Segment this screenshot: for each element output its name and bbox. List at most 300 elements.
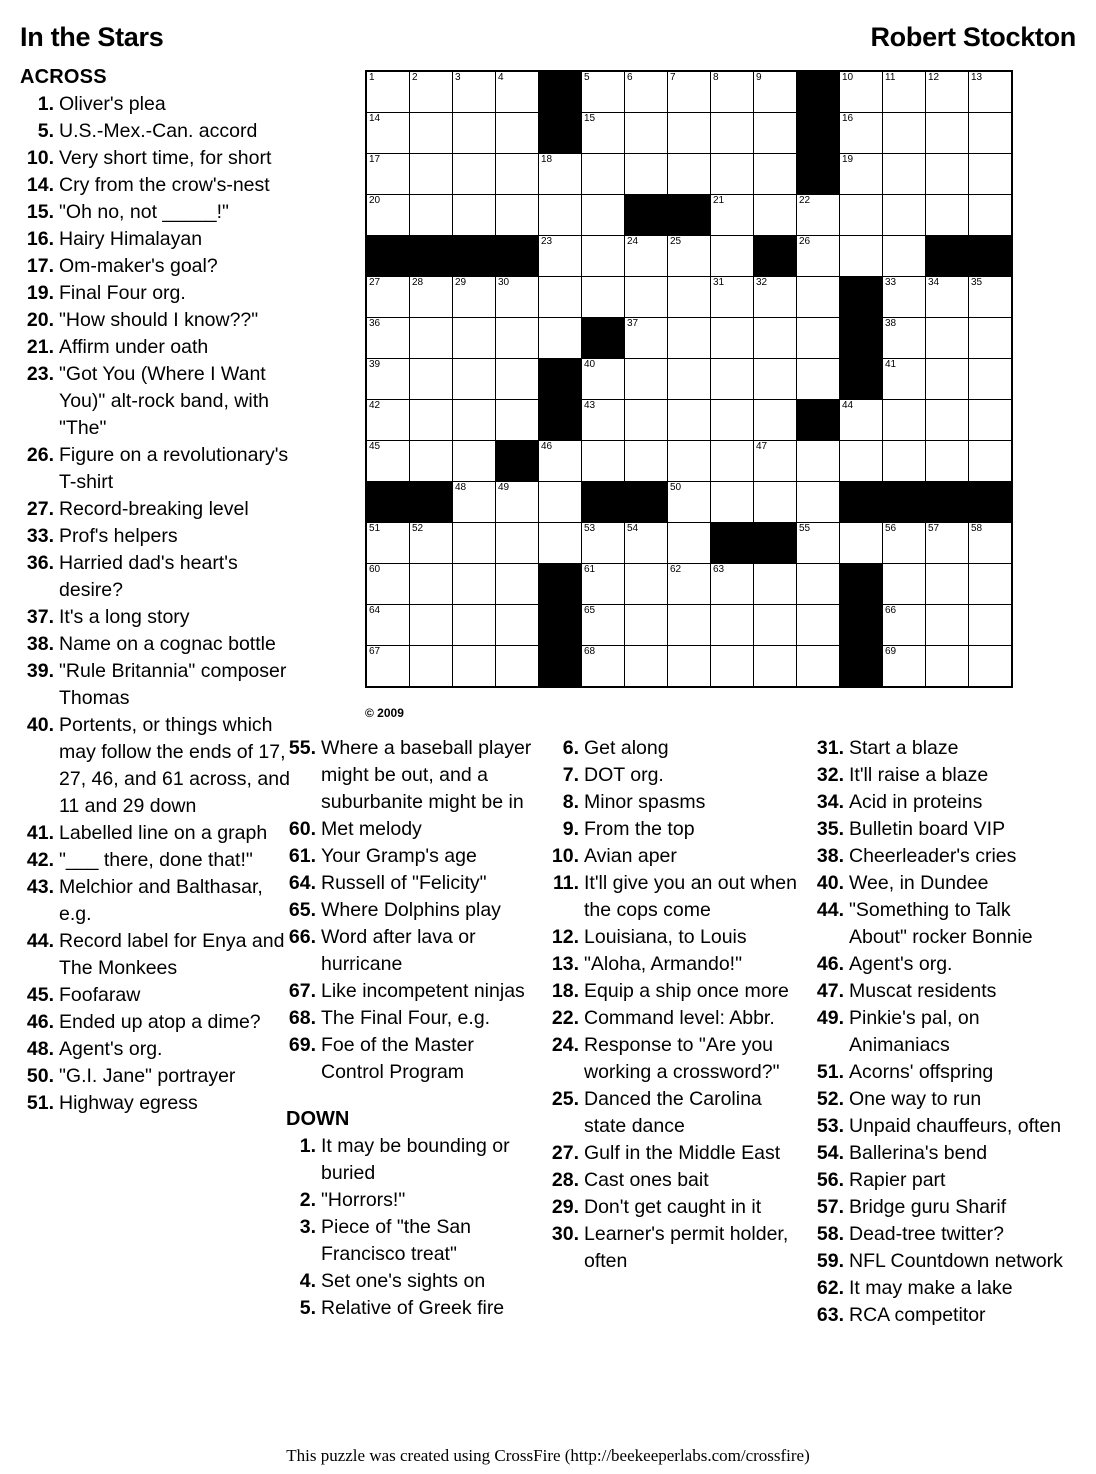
clue-number: 44. xyxy=(816,899,844,921)
grid-cell-number: 29 xyxy=(455,277,467,288)
clue-text: Relative of Greek fire xyxy=(321,1297,505,1319)
clue-text: Very short time, for short xyxy=(59,147,272,169)
grid-cell[interactable] xyxy=(969,605,1013,646)
grid-cell[interactable] xyxy=(969,277,1013,318)
grid-cell[interactable] xyxy=(410,318,453,359)
grid-cell[interactable] xyxy=(711,318,754,359)
grid-cell[interactable] xyxy=(668,154,711,195)
grid-cell[interactable] xyxy=(969,523,1013,564)
grid-cell[interactable] xyxy=(453,359,496,400)
clue-item xyxy=(549,816,802,843)
grid-cell[interactable] xyxy=(711,441,754,482)
grid-cell[interactable] xyxy=(711,71,754,113)
grid-block-cell xyxy=(754,236,797,277)
clue-item xyxy=(20,280,292,307)
clue-text: "Something to Talk About" rocker Bonnie xyxy=(849,899,1033,948)
grid-cell[interactable] xyxy=(410,113,453,154)
clue-text: "Oh no, not _____!" xyxy=(59,201,229,223)
grid-cell[interactable] xyxy=(539,441,582,482)
grid-cell[interactable] xyxy=(754,441,797,482)
clue-text: "Horrors!" xyxy=(321,1189,406,1211)
across-clue-list-continued xyxy=(286,735,537,1086)
grid-cell[interactable] xyxy=(797,195,840,236)
grid-cell[interactable] xyxy=(582,236,625,277)
grid-cell[interactable] xyxy=(711,400,754,441)
grid-cell[interactable] xyxy=(366,71,410,113)
grid-cell-number: 34 xyxy=(928,277,940,288)
grid-cell-number: 20 xyxy=(369,195,381,206)
grid-cell[interactable] xyxy=(410,646,453,688)
clue-item xyxy=(20,658,292,712)
clue-text: Agent's org. xyxy=(849,953,953,975)
grid-cell[interactable] xyxy=(883,564,926,605)
clue-text: Hairy Himalayan xyxy=(59,228,203,250)
grid-cell[interactable] xyxy=(496,195,539,236)
grid-cell[interactable] xyxy=(496,71,539,113)
clue-item xyxy=(286,897,537,924)
grid-cell[interactable] xyxy=(883,277,926,318)
clue-item xyxy=(549,978,802,1005)
clue-text: "G.I. Jane" portrayer xyxy=(59,1065,236,1087)
grid-cell[interactable] xyxy=(453,154,496,195)
clue-text: Pinkie's pal, on Animaniacs xyxy=(849,1007,980,1056)
clue-number: 19. xyxy=(26,282,54,304)
grid-cell[interactable] xyxy=(582,400,625,441)
clue-number: 8. xyxy=(562,791,579,813)
grid-cell[interactable] xyxy=(625,113,668,154)
grid-block-cell xyxy=(539,71,582,113)
grid-cell[interactable] xyxy=(625,154,668,195)
grid-block-cell xyxy=(926,236,969,277)
grid-cell[interactable] xyxy=(366,605,410,646)
grid-cell[interactable] xyxy=(711,154,754,195)
grid-row xyxy=(366,71,1012,113)
clue-number: 10. xyxy=(551,845,579,867)
grid-cell-number: 14 xyxy=(369,113,381,124)
grid-cell[interactable] xyxy=(883,441,926,482)
grid-cell[interactable] xyxy=(883,195,926,236)
clue-item xyxy=(20,1063,292,1090)
grid-cell[interactable] xyxy=(625,277,668,318)
grid-cell[interactable] xyxy=(969,154,1013,195)
grid-cell[interactable] xyxy=(883,71,926,113)
grid-cell[interactable] xyxy=(496,646,539,688)
clue-number: 56. xyxy=(816,1169,844,1191)
grid-cell-number: 37 xyxy=(627,318,639,329)
grid-cell[interactable] xyxy=(797,441,840,482)
clue-number: 46. xyxy=(26,1011,54,1033)
grid-cell[interactable] xyxy=(582,154,625,195)
grid-cell[interactable] xyxy=(539,318,582,359)
grid-cell[interactable] xyxy=(797,318,840,359)
grid-cell[interactable] xyxy=(496,605,539,646)
grid-cell[interactable] xyxy=(668,113,711,154)
grid-cell[interactable] xyxy=(496,359,539,400)
clue-item xyxy=(20,226,292,253)
grid-cell[interactable] xyxy=(366,359,410,400)
clue-number: 13. xyxy=(551,953,579,975)
grid-cell[interactable] xyxy=(711,564,754,605)
grid-cell[interactable] xyxy=(582,277,625,318)
grid-cell[interactable] xyxy=(668,605,711,646)
clue-number: 7. xyxy=(562,764,579,786)
grid-cell[interactable] xyxy=(797,523,840,564)
grid-cell[interactable] xyxy=(496,523,539,564)
grid-cell[interactable] xyxy=(539,482,582,523)
grid-cell[interactable] xyxy=(926,400,969,441)
clue-item xyxy=(549,843,802,870)
grid-cell-number: 42 xyxy=(369,400,381,411)
grid-cell[interactable] xyxy=(754,564,797,605)
clue-column-1 xyxy=(286,735,549,1329)
grid-cell[interactable] xyxy=(410,71,453,113)
grid-cell[interactable] xyxy=(582,195,625,236)
grid-cell[interactable] xyxy=(582,646,625,688)
grid-cell-number: 46 xyxy=(541,441,553,452)
grid-cell-number: 48 xyxy=(455,482,467,493)
grid-cell[interactable] xyxy=(496,318,539,359)
grid-cell-number: 67 xyxy=(369,646,381,657)
copyright-notice: © 2009 xyxy=(365,706,404,720)
grid-cell[interactable] xyxy=(883,523,926,564)
grid-cell[interactable] xyxy=(410,564,453,605)
grid-cell[interactable] xyxy=(797,646,840,688)
grid-cell[interactable] xyxy=(926,605,969,646)
lower-clue-columns xyxy=(286,735,1076,1329)
clue-number: 42. xyxy=(26,849,54,871)
grid-cell[interactable] xyxy=(754,400,797,441)
grid-cell[interactable] xyxy=(625,71,668,113)
clue-number: 68. xyxy=(288,1007,316,1029)
grid-cell[interactable] xyxy=(840,113,883,154)
grid-cell[interactable] xyxy=(840,441,883,482)
clue-number: 40. xyxy=(816,872,844,894)
clue-item xyxy=(814,1005,1064,1059)
grid-cell[interactable] xyxy=(453,523,496,564)
grid-cell[interactable] xyxy=(797,605,840,646)
grid-block-cell xyxy=(410,482,453,523)
grid-cell[interactable] xyxy=(582,113,625,154)
grid-cell[interactable] xyxy=(496,564,539,605)
grid-cell[interactable] xyxy=(410,359,453,400)
grid-cell[interactable] xyxy=(926,71,969,113)
grid-table[interactable] xyxy=(365,70,1013,688)
grid-cell[interactable] xyxy=(668,523,711,564)
grid-cell[interactable] xyxy=(625,523,668,564)
grid-cell-number: 18 xyxy=(541,154,553,165)
grid-cell[interactable] xyxy=(668,564,711,605)
grid-cell[interactable] xyxy=(668,236,711,277)
grid-cell[interactable] xyxy=(926,195,969,236)
grid-block-cell xyxy=(711,523,754,564)
grid-cell[interactable] xyxy=(969,195,1013,236)
grid-cell[interactable] xyxy=(668,277,711,318)
grid-cell-number: 8 xyxy=(713,72,719,83)
grid-block-cell xyxy=(539,113,582,154)
clue-item xyxy=(20,982,292,1009)
clue-number: 62. xyxy=(816,1277,844,1299)
grid-cell[interactable] xyxy=(582,441,625,482)
clue-number: 61. xyxy=(288,845,316,867)
grid-cell[interactable] xyxy=(840,154,883,195)
grid-cell[interactable] xyxy=(926,646,969,688)
clue-text: Dead-tree twitter? xyxy=(849,1223,1004,1245)
clue-text: Get along xyxy=(584,737,669,759)
grid-cell[interactable] xyxy=(711,359,754,400)
clue-number: 36. xyxy=(26,552,54,574)
grid-cell[interactable] xyxy=(582,359,625,400)
grid-cell-number: 36 xyxy=(369,318,381,329)
grid-cell-number: 21 xyxy=(713,195,725,206)
grid-cell[interactable] xyxy=(883,359,926,400)
footer-credit: This puzzle was created using CrossFire (http://beekeeperlabs.com/crossfire) xyxy=(286,1446,810,1465)
grid-cell[interactable] xyxy=(539,277,582,318)
grid-cell[interactable] xyxy=(711,236,754,277)
grid-cell[interactable] xyxy=(969,113,1013,154)
clue-number: 21. xyxy=(26,336,54,358)
grid-cell[interactable] xyxy=(582,71,625,113)
grid-cell[interactable] xyxy=(582,523,625,564)
grid-cell[interactable] xyxy=(883,605,926,646)
grid-cell[interactable] xyxy=(797,564,840,605)
clue-number: 16. xyxy=(26,228,54,250)
grid-cell[interactable] xyxy=(453,318,496,359)
clue-text: From the top xyxy=(584,818,695,840)
grid-cell[interactable] xyxy=(625,359,668,400)
grid-cell[interactable] xyxy=(883,400,926,441)
grid-cell[interactable] xyxy=(366,154,410,195)
grid-cell[interactable] xyxy=(668,400,711,441)
clue-text: Command level: Abbr. xyxy=(584,1007,775,1029)
grid-cell[interactable] xyxy=(668,359,711,400)
grid-cell[interactable] xyxy=(410,277,453,318)
grid-cell[interactable] xyxy=(926,564,969,605)
grid-cell[interactable] xyxy=(668,441,711,482)
grid-block-cell xyxy=(840,482,883,523)
clue-number: 48. xyxy=(26,1038,54,1060)
clue-text: Record label for Enya and The Monkees xyxy=(59,930,285,979)
clue-text: Cry from the crow's-nest xyxy=(59,174,270,196)
grid-cell[interactable] xyxy=(453,71,496,113)
grid-cell[interactable] xyxy=(754,482,797,523)
grid-cell[interactable] xyxy=(754,113,797,154)
grid-cell[interactable] xyxy=(625,605,668,646)
grid-cell[interactable] xyxy=(711,277,754,318)
grid-block-cell xyxy=(840,564,883,605)
grid-cell[interactable] xyxy=(366,441,410,482)
grid-cell[interactable] xyxy=(496,113,539,154)
grid-cell[interactable] xyxy=(625,441,668,482)
grid-cell[interactable] xyxy=(496,154,539,195)
grid-cell[interactable] xyxy=(668,646,711,688)
grid-cell[interactable] xyxy=(754,318,797,359)
clue-item xyxy=(286,1005,537,1032)
grid-cell[interactable] xyxy=(969,441,1013,482)
grid-cell[interactable] xyxy=(453,646,496,688)
grid-cell[interactable] xyxy=(453,113,496,154)
grid-cell[interactable] xyxy=(926,523,969,564)
grid-cell[interactable] xyxy=(410,605,453,646)
grid-cell[interactable] xyxy=(625,646,668,688)
grid-block-cell xyxy=(797,71,840,113)
grid-cell[interactable] xyxy=(711,646,754,688)
grid-cell[interactable] xyxy=(840,195,883,236)
grid-cell[interactable] xyxy=(366,195,410,236)
grid-cell[interactable] xyxy=(754,605,797,646)
grid-cell[interactable] xyxy=(453,277,496,318)
clue-number: 1. xyxy=(299,1135,316,1157)
grid-block-cell xyxy=(539,359,582,400)
grid-cell[interactable] xyxy=(969,646,1013,688)
grid-cell[interactable] xyxy=(754,277,797,318)
grid-cell[interactable] xyxy=(754,646,797,688)
crossword-grid[interactable] xyxy=(365,70,1013,688)
grid-cell[interactable] xyxy=(366,564,410,605)
grid-cell[interactable] xyxy=(625,236,668,277)
clue-item xyxy=(286,735,537,816)
grid-cell[interactable] xyxy=(410,523,453,564)
grid-cell-number: 19 xyxy=(842,154,854,165)
grid-cell[interactable] xyxy=(754,71,797,113)
grid-row xyxy=(366,236,1012,277)
grid-cell[interactable] xyxy=(797,236,840,277)
grid-cell-number: 40 xyxy=(584,359,596,370)
grid-cell[interactable] xyxy=(625,564,668,605)
grid-cell-number: 5 xyxy=(584,72,590,83)
clue-number: 20. xyxy=(26,309,54,331)
grid-cell[interactable] xyxy=(366,318,410,359)
grid-cell[interactable] xyxy=(926,113,969,154)
grid-cell[interactable] xyxy=(969,318,1013,359)
grid-cell[interactable] xyxy=(366,277,410,318)
clue-item xyxy=(286,1295,537,1322)
grid-cell[interactable] xyxy=(453,605,496,646)
grid-block-cell xyxy=(496,236,539,277)
grid-cell-number: 12 xyxy=(928,72,940,83)
clue-number: 14. xyxy=(26,174,54,196)
grid-cell[interactable] xyxy=(969,564,1013,605)
grid-cell[interactable] xyxy=(883,318,926,359)
grid-cell[interactable] xyxy=(711,482,754,523)
grid-cell[interactable] xyxy=(668,71,711,113)
grid-cell[interactable] xyxy=(711,113,754,154)
grid-cell[interactable] xyxy=(410,195,453,236)
clue-number: 35. xyxy=(816,818,844,840)
grid-cell-number: 10 xyxy=(842,72,854,83)
clue-text: Acorns' offspring xyxy=(849,1061,994,1083)
grid-cell[interactable] xyxy=(582,564,625,605)
clue-column-3 xyxy=(814,735,1076,1329)
grid-cell[interactable] xyxy=(711,605,754,646)
grid-cell[interactable] xyxy=(496,277,539,318)
grid-cell[interactable] xyxy=(453,441,496,482)
grid-cell[interactable] xyxy=(453,482,496,523)
grid-cell[interactable] xyxy=(926,318,969,359)
grid-cell[interactable] xyxy=(453,564,496,605)
grid-cell[interactable] xyxy=(926,277,969,318)
clue-text: It's a long story xyxy=(59,606,190,628)
clue-text: Avian aper xyxy=(584,845,677,867)
grid-cell[interactable] xyxy=(582,605,625,646)
grid-cell[interactable] xyxy=(539,154,582,195)
grid-cell[interactable] xyxy=(366,646,410,688)
grid-block-cell xyxy=(883,482,926,523)
clue-number: 38. xyxy=(26,633,54,655)
grid-cell[interactable] xyxy=(453,400,496,441)
clue-text: "Got You (Where I Want You)" alt-rock band, with "The" xyxy=(59,363,269,439)
page-title: In the Stars xyxy=(20,22,164,52)
grid-cell[interactable] xyxy=(754,154,797,195)
grid-cell[interactable] xyxy=(840,523,883,564)
grid-cell[interactable] xyxy=(883,113,926,154)
grid-cell[interactable] xyxy=(496,400,539,441)
grid-cell[interactable] xyxy=(410,154,453,195)
grid-cell[interactable] xyxy=(625,318,668,359)
grid-cell[interactable] xyxy=(754,359,797,400)
clue-item xyxy=(549,762,802,789)
grid-block-cell xyxy=(625,195,668,236)
grid-cell[interactable] xyxy=(926,441,969,482)
grid-cell[interactable] xyxy=(711,195,754,236)
clue-item xyxy=(814,1194,1064,1221)
grid-cell[interactable] xyxy=(539,523,582,564)
grid-cell[interactable] xyxy=(926,154,969,195)
clue-text: RCA competitor xyxy=(849,1304,986,1326)
grid-cell[interactable] xyxy=(840,236,883,277)
grid-cell[interactable] xyxy=(668,482,711,523)
grid-cell[interactable] xyxy=(797,277,840,318)
grid-cell[interactable] xyxy=(366,113,410,154)
clue-item xyxy=(814,897,1064,951)
clue-text: It may be bounding or buried xyxy=(321,1135,510,1184)
grid-cell[interactable] xyxy=(453,195,496,236)
grid-cell[interactable] xyxy=(969,71,1013,113)
clue-text: DOT org. xyxy=(584,764,664,786)
grid-cell[interactable] xyxy=(797,359,840,400)
grid-cell[interactable] xyxy=(625,400,668,441)
clue-number: 44. xyxy=(26,930,54,952)
grid-cell-number: 43 xyxy=(584,400,596,411)
clue-number: 55. xyxy=(288,737,316,759)
clue-number: 34. xyxy=(816,791,844,813)
grid-cell[interactable] xyxy=(969,400,1013,441)
grid-cell[interactable] xyxy=(410,441,453,482)
grid-cell[interactable] xyxy=(840,71,883,113)
grid-cell[interactable] xyxy=(366,523,410,564)
clue-text: Ballerina's bend xyxy=(849,1142,988,1164)
grid-cell[interactable] xyxy=(668,318,711,359)
grid-cell[interactable] xyxy=(969,359,1013,400)
grid-cell[interactable] xyxy=(797,482,840,523)
clue-number: 24. xyxy=(551,1034,579,1056)
clue-text: Learner's permit holder, often xyxy=(584,1223,789,1272)
grid-cell[interactable] xyxy=(754,195,797,236)
grid-block-cell xyxy=(366,482,410,523)
grid-cell[interactable] xyxy=(883,154,926,195)
grid-cell[interactable] xyxy=(926,359,969,400)
grid-cell[interactable] xyxy=(883,236,926,277)
clue-number: 64. xyxy=(288,872,316,894)
grid-cell[interactable] xyxy=(496,482,539,523)
clue-item xyxy=(286,843,537,870)
grid-cell[interactable] xyxy=(539,195,582,236)
grid-cell[interactable] xyxy=(410,400,453,441)
grid-cell[interactable] xyxy=(883,646,926,688)
clue-item xyxy=(549,870,802,924)
grid-cell[interactable] xyxy=(366,400,410,441)
grid-cell[interactable] xyxy=(840,400,883,441)
grid-cell[interactable] xyxy=(539,236,582,277)
